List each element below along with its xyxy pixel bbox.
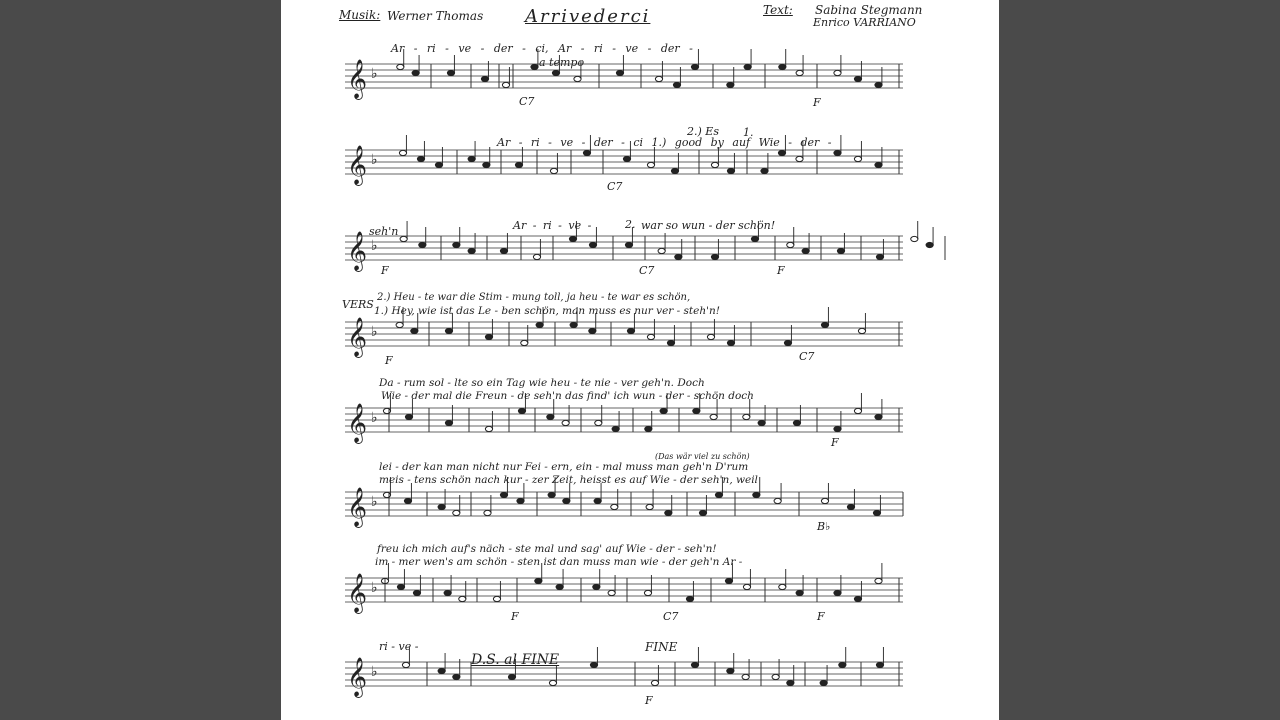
note-head bbox=[753, 492, 760, 497]
lyrics-line: 2.) Heu - te war die Stim - mung toll, ja heu - te war es schön, bbox=[377, 292, 691, 303]
note-head bbox=[854, 596, 861, 601]
note-head bbox=[645, 426, 652, 431]
note-head bbox=[556, 584, 563, 589]
note-head bbox=[802, 248, 809, 253]
lyrics-line: seh'n bbox=[369, 225, 399, 238]
ds-al-fine-mark: D.S. al FINE bbox=[471, 652, 560, 668]
note-head bbox=[715, 492, 722, 497]
note-head bbox=[725, 578, 732, 583]
lyricist-2: Enrico VARRIANO bbox=[813, 16, 916, 29]
note-head bbox=[589, 328, 596, 333]
chord-symbol: C7 bbox=[639, 264, 655, 277]
note-head bbox=[834, 590, 841, 595]
note-head bbox=[847, 504, 854, 509]
note-head bbox=[404, 498, 411, 503]
note-head bbox=[691, 662, 698, 667]
note-head bbox=[536, 322, 543, 327]
note-head bbox=[671, 168, 678, 173]
note-head bbox=[839, 662, 846, 667]
note-head bbox=[911, 236, 918, 241]
note-head bbox=[481, 76, 488, 81]
lyrics-line: lei - der kan man nicht nur Fei - ern, ein - mal muss man geh'n D'rum bbox=[379, 461, 749, 473]
note-head bbox=[531, 64, 538, 69]
sheet-music-page bbox=[281, 0, 999, 720]
note-head bbox=[876, 662, 883, 667]
note-head bbox=[502, 82, 509, 87]
volta-mark: 1. bbox=[743, 126, 754, 139]
note-head bbox=[552, 70, 559, 75]
lyrics-line: meis - tens schön nach kur - zer Zeit, heisst es auf Wie - der seh'n, weil bbox=[379, 474, 758, 486]
music-label: Musik: bbox=[339, 8, 381, 22]
note-head bbox=[383, 408, 390, 413]
note-head bbox=[445, 328, 452, 333]
note-head bbox=[820, 680, 827, 685]
note-head bbox=[665, 510, 672, 515]
lyrics-line: Wie - der mal die Freun - de seh'n das find' ich wun - der - schön doch bbox=[381, 390, 754, 402]
chord-symbol: C7 bbox=[519, 95, 535, 108]
note-head bbox=[435, 162, 442, 167]
note-head bbox=[787, 680, 794, 685]
composer: Werner Thomas bbox=[387, 9, 484, 23]
note-head bbox=[854, 76, 861, 81]
note-head bbox=[594, 498, 601, 503]
note-head bbox=[711, 162, 718, 167]
lyrics-line: freu ich mich auf's näch - ste mal und sag' auf Wie - der - seh'n! bbox=[377, 543, 717, 555]
note-head bbox=[589, 242, 596, 247]
lyrics-line: Ar - ri - ve - der - ci, Ar - ri - ve - der - bbox=[391, 42, 693, 55]
note-head bbox=[396, 322, 403, 327]
note-head bbox=[774, 498, 781, 503]
note-head bbox=[563, 498, 570, 503]
note-head bbox=[412, 70, 419, 75]
note-head bbox=[875, 414, 882, 419]
key-signature-flat-icon: ♭ bbox=[371, 410, 378, 426]
note-head bbox=[647, 334, 654, 339]
note-head bbox=[655, 76, 662, 81]
aside-note: (Das wär viel zu schön) bbox=[655, 452, 750, 461]
note-head bbox=[550, 168, 557, 173]
note-head bbox=[699, 510, 706, 515]
note-head bbox=[627, 328, 634, 333]
note-head bbox=[876, 254, 883, 259]
note-head bbox=[834, 150, 841, 155]
note-head bbox=[419, 242, 426, 247]
note-head bbox=[397, 584, 404, 589]
treble-clef-icon: 𝄞 bbox=[347, 145, 368, 185]
note-head bbox=[837, 248, 844, 253]
treble-clef-icon: 𝄞 bbox=[347, 487, 368, 527]
treble-clef-icon: 𝄞 bbox=[347, 59, 368, 99]
note-head bbox=[875, 162, 882, 167]
note-head bbox=[793, 420, 800, 425]
note-head bbox=[413, 590, 420, 595]
key-signature-flat-icon: ♭ bbox=[371, 152, 378, 168]
note-head bbox=[483, 162, 490, 167]
note-head bbox=[533, 254, 540, 259]
note-head bbox=[535, 578, 542, 583]
note-head bbox=[468, 248, 475, 253]
note-head bbox=[616, 70, 623, 75]
key-signature-flat-icon: ♭ bbox=[371, 494, 378, 510]
chord-symbol: B♭ bbox=[817, 520, 831, 533]
note-head bbox=[646, 504, 653, 509]
chord-symbol: C7 bbox=[663, 610, 679, 623]
note-head bbox=[593, 584, 600, 589]
note-head bbox=[517, 498, 524, 503]
note-head bbox=[521, 340, 528, 345]
note-head bbox=[796, 70, 803, 75]
note-head bbox=[658, 248, 665, 253]
note-head bbox=[727, 668, 734, 673]
note-head bbox=[383, 492, 390, 497]
note-head bbox=[485, 334, 492, 339]
note-head bbox=[821, 498, 828, 503]
note-head bbox=[742, 674, 749, 679]
note-head bbox=[570, 322, 577, 327]
note-head bbox=[751, 236, 758, 241]
note-head bbox=[402, 662, 409, 667]
note-head bbox=[727, 82, 734, 87]
key-signature-flat-icon: ♭ bbox=[371, 324, 378, 340]
note-head bbox=[667, 340, 674, 345]
note-head bbox=[660, 408, 667, 413]
note-head bbox=[397, 64, 404, 69]
note-head bbox=[875, 82, 882, 87]
note-head bbox=[468, 156, 475, 161]
lyricist-1: Sabina Stegmann bbox=[815, 3, 923, 17]
note-head bbox=[778, 150, 785, 155]
note-head bbox=[744, 64, 751, 69]
note-head bbox=[611, 504, 618, 509]
staff-notation bbox=[281, 0, 999, 720]
note-head bbox=[784, 340, 791, 345]
lyrics-line: Ar - ri - ve - bbox=[513, 219, 592, 232]
note-head bbox=[686, 596, 693, 601]
note-head bbox=[583, 150, 590, 155]
note-head bbox=[399, 150, 406, 155]
tempo-mark: a tempo bbox=[539, 56, 585, 69]
chord-symbol: C7 bbox=[607, 180, 623, 193]
note-head bbox=[500, 248, 507, 253]
chord-symbol: F bbox=[645, 694, 653, 707]
key-signature-flat-icon: ♭ bbox=[371, 664, 378, 680]
lyrics-line: ri - ve - bbox=[379, 640, 419, 653]
note-head bbox=[779, 584, 786, 589]
note-head bbox=[459, 596, 466, 601]
chord-symbol: F bbox=[817, 610, 825, 623]
note-head bbox=[743, 584, 750, 589]
lyrics-line: Ar - ri - ve - der - ci 1.) good by auf Wie - der - bbox=[497, 136, 832, 149]
note-head bbox=[834, 426, 841, 431]
treble-clef-icon: 𝄞 bbox=[347, 573, 368, 613]
chord-symbol: F bbox=[831, 436, 839, 449]
note-head bbox=[612, 426, 619, 431]
note-head bbox=[854, 156, 861, 161]
note-head bbox=[761, 168, 768, 173]
note-head bbox=[834, 70, 841, 75]
note-head bbox=[445, 420, 452, 425]
text-label: Text: bbox=[763, 3, 793, 17]
note-head bbox=[548, 492, 555, 497]
lyrics-line: war so wun - der schön! bbox=[641, 219, 776, 232]
note-head bbox=[727, 168, 734, 173]
note-head bbox=[796, 156, 803, 161]
key-signature-flat-icon: ♭ bbox=[371, 580, 378, 596]
note-head bbox=[758, 420, 765, 425]
note-head bbox=[727, 340, 734, 345]
note-head bbox=[453, 242, 460, 247]
note-head bbox=[574, 76, 581, 81]
note-head bbox=[417, 156, 424, 161]
note-head bbox=[485, 426, 492, 431]
note-head bbox=[926, 242, 933, 247]
note-head bbox=[515, 162, 522, 167]
verse-label: VERS bbox=[342, 298, 374, 311]
page-title: Arrivederci bbox=[525, 6, 651, 27]
key-signature-flat-icon: ♭ bbox=[371, 66, 378, 82]
note-head bbox=[549, 680, 556, 685]
note-head bbox=[400, 236, 407, 241]
note-head bbox=[625, 242, 632, 247]
note-head bbox=[707, 334, 714, 339]
note-head bbox=[438, 504, 445, 509]
note-head bbox=[453, 674, 460, 679]
note-head bbox=[796, 590, 803, 595]
note-head bbox=[623, 156, 630, 161]
note-head bbox=[854, 408, 861, 413]
note-head bbox=[453, 510, 460, 515]
note-head bbox=[569, 236, 576, 241]
chord-symbol: F bbox=[511, 610, 519, 623]
treble-clef-icon: 𝄞 bbox=[347, 231, 368, 271]
chord-symbol: F bbox=[381, 264, 389, 277]
note-head bbox=[595, 420, 602, 425]
treble-clef-icon: 𝄞 bbox=[347, 657, 368, 697]
note-head bbox=[743, 414, 750, 419]
treble-clef-icon: 𝄞 bbox=[347, 403, 368, 443]
note-head bbox=[484, 510, 491, 515]
note-head bbox=[500, 492, 507, 497]
treble-clef-icon: 𝄞 bbox=[347, 317, 368, 357]
note-head bbox=[787, 242, 794, 247]
note-head bbox=[444, 590, 451, 595]
right-letterbox bbox=[999, 0, 1280, 720]
note-head bbox=[772, 674, 779, 679]
note-head bbox=[651, 680, 658, 685]
note-head bbox=[673, 82, 680, 87]
note-head bbox=[691, 64, 698, 69]
note-head bbox=[873, 510, 880, 515]
volta-mark: 2. bbox=[625, 218, 636, 231]
note-head bbox=[508, 674, 515, 679]
fine-mark: FINE bbox=[645, 640, 678, 654]
lyrics-line: im - mer wen's am schön - sten ist dan muss man wie - der geh'n Ar - bbox=[375, 556, 743, 568]
note-head bbox=[858, 328, 865, 333]
note-head bbox=[547, 414, 554, 419]
note-head bbox=[411, 328, 418, 333]
lyrics-line: Da - rum sol - lte so ein Tag wie heu - te nie - ver geh'n. Doch bbox=[379, 377, 705, 389]
chord-symbol: F bbox=[777, 264, 785, 277]
note-head bbox=[693, 408, 700, 413]
note-head bbox=[675, 254, 682, 259]
chord-symbol: C7 bbox=[799, 350, 815, 363]
chord-symbol: F bbox=[813, 96, 821, 109]
note-head bbox=[608, 590, 615, 595]
verse-mark: 2.) Es bbox=[687, 125, 719, 138]
note-head bbox=[644, 590, 651, 595]
key-signature-flat-icon: ♭ bbox=[371, 238, 378, 254]
note-head bbox=[711, 254, 718, 259]
note-head bbox=[821, 322, 828, 327]
note-head bbox=[438, 668, 445, 673]
note-head bbox=[779, 64, 786, 69]
chord-symbol: F bbox=[385, 354, 393, 367]
note-head bbox=[447, 70, 454, 75]
note-head bbox=[405, 414, 412, 419]
lyrics-line: 1.) Hey, wie ist das Le - ben schön, man muss es nur ver - steh'n! bbox=[374, 305, 720, 317]
note-head bbox=[518, 408, 525, 413]
note-head bbox=[875, 578, 882, 583]
note-head bbox=[493, 596, 500, 601]
note-head bbox=[710, 414, 717, 419]
note-head bbox=[647, 162, 654, 167]
note-head bbox=[590, 662, 597, 667]
note-head bbox=[562, 420, 569, 425]
left-letterbox bbox=[0, 0, 281, 720]
